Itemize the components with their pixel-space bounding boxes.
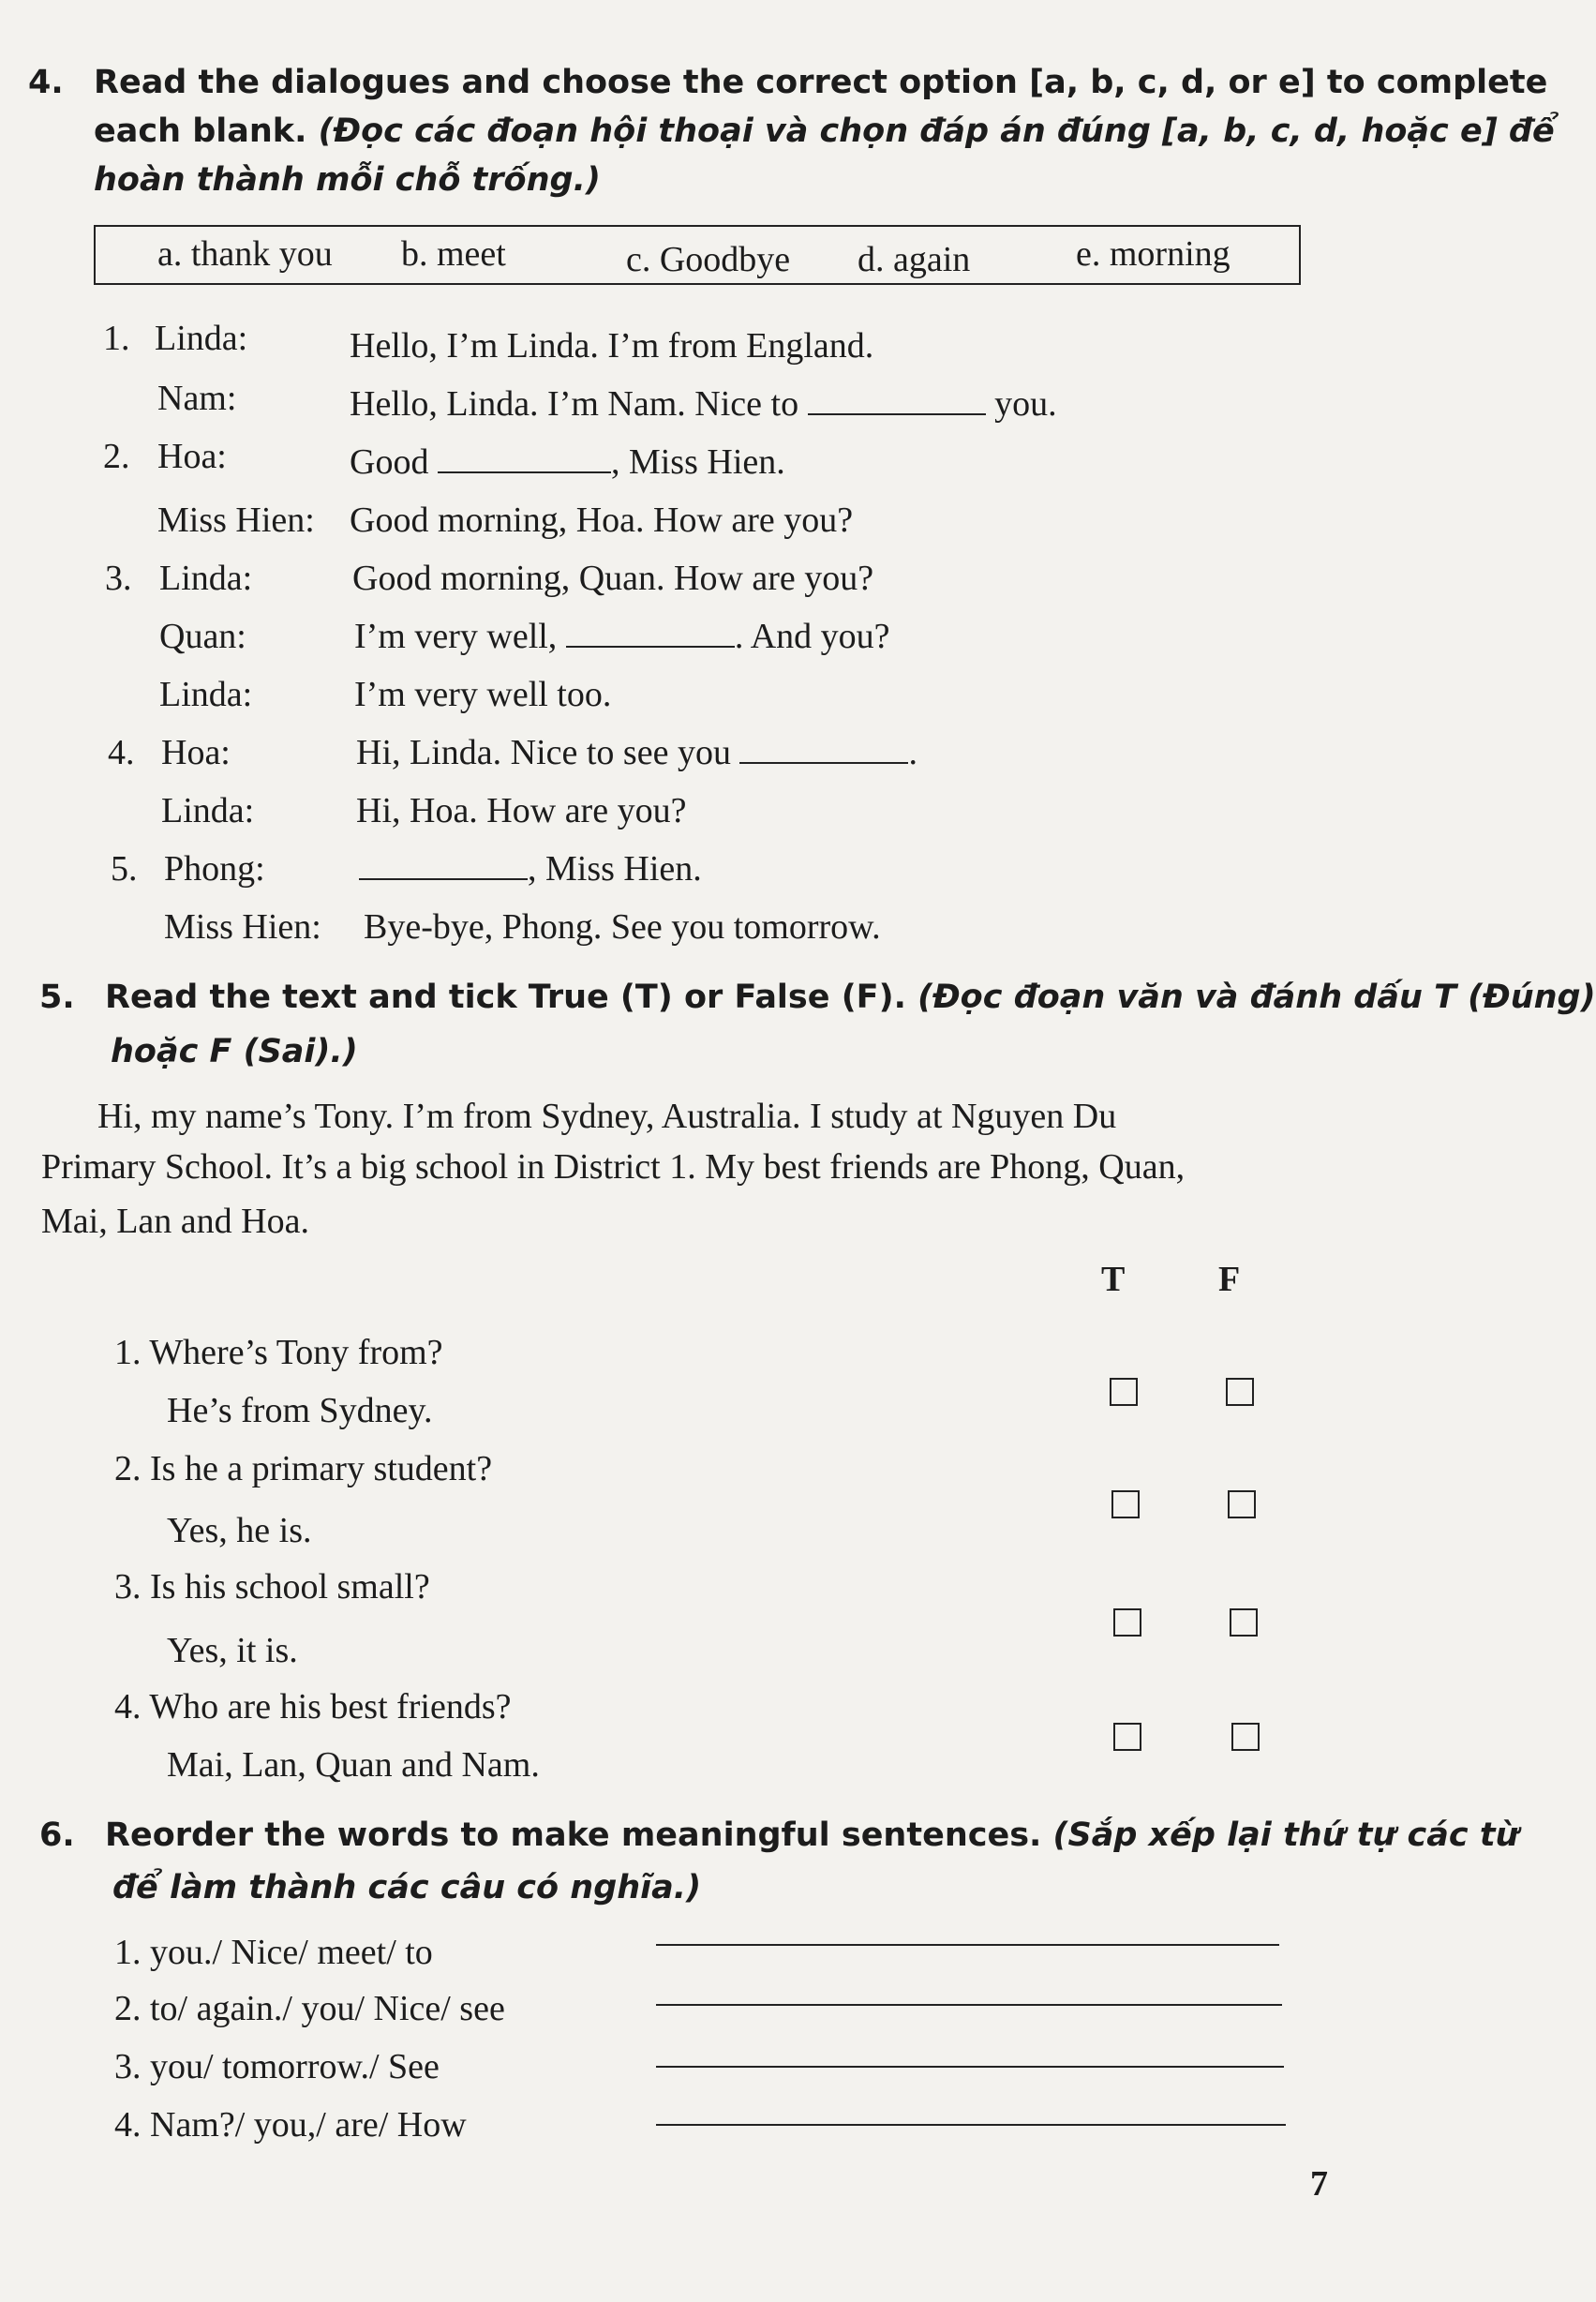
ex5-number: 5.	[39, 979, 75, 1016]
tf-3-true-checkbox[interactable]	[1113, 1608, 1141, 1637]
tf-2-true-checkbox[interactable]	[1111, 1490, 1140, 1518]
answer-line-4[interactable]	[656, 2124, 1286, 2126]
ex6-number: 6.	[39, 1816, 75, 1854]
dialogue-2-number: 2.	[103, 437, 130, 476]
dialogue-2-line-2: Good morning, Hoa. How are you?	[350, 501, 854, 540]
option-d: d. again	[858, 240, 971, 279]
dialogue-3-speaker-1: Linda:	[159, 559, 253, 598]
dialogue-5-line-2: Bye-bye, Phong. See you tomorrow.	[364, 907, 881, 947]
answer-blank-5[interactable]	[359, 848, 528, 880]
ex4-instruction: (Đọc các đoạn hội thoại và chọn đáp án đúng [a, b, c, d, hoặc e] để	[318, 112, 1555, 150]
dialogue-5-line-1: , Miss Hien.	[359, 844, 702, 894]
answer-blank-4[interactable]	[739, 732, 908, 764]
ex4-title-cont: each blank.	[94, 112, 307, 150]
dialogue-5-number: 5.	[111, 849, 138, 889]
answer-blank-1[interactable]	[808, 383, 986, 415]
tf-question-4: 4. Who are his best friends?	[114, 1687, 512, 1726]
reorder-item-1: 1. you./ Nice/ meet/ to	[114, 1933, 433, 1972]
reorder-item-4: 4. Nam?/ you,/ are/ How	[114, 2105, 467, 2145]
dialogue-5-speaker-2: Miss Hien:	[164, 907, 321, 947]
dialogue-1-line-2: Hello, Linda. I’m Nam. Nice to you.	[350, 384, 1057, 424]
ex4-heading-line3	[94, 156, 601, 204]
answer-blank-3[interactable]	[566, 616, 735, 648]
dialogue-2-speaker-2: Miss Hien:	[157, 501, 315, 540]
dialogue-1-speaker-1: Linda:	[155, 319, 248, 358]
dialogue-2-speaker-1: Hoa:	[157, 437, 227, 476]
dialogue-3-speaker-3: Linda:	[159, 675, 253, 714]
tf-3-false-checkbox[interactable]	[1230, 1608, 1258, 1637]
ex4-heading	[28, 58, 1547, 107]
dialogue-4-speaker-2: Linda:	[161, 791, 255, 830]
ex4-title: Read the dialogues and choose the correct option [a, b, c, d, or e] to complete	[94, 64, 1548, 101]
reorder-item-2: 2. to/ again./ you/ Nice/ see	[114, 1989, 505, 2028]
answer-blank-2[interactable]	[438, 441, 611, 473]
ex5-heading	[39, 973, 1596, 1022]
tf-1-true-checkbox[interactable]	[1110, 1378, 1138, 1406]
dialogue-3-line-1: Good morning, Quan. How are you?	[352, 559, 874, 598]
dialogue-2-line-1: Good , Miss Hien.	[350, 442, 785, 482]
answer-line-1[interactable]	[656, 1944, 1279, 1946]
tf-answer-4: Mai, Lan, Quan and Nam.	[167, 1745, 540, 1785]
tf-question-1: 1. Where’s Tony from?	[114, 1333, 443, 1372]
tf-4-false-checkbox[interactable]	[1231, 1723, 1260, 1751]
ex6-instruction-cont: để làm thành các câu có nghĩa.)	[112, 1869, 702, 1906]
dialogue-1-speaker-2: Nam:	[157, 379, 237, 418]
tf-answer-1: He’s from Sydney.	[167, 1391, 433, 1430]
option-a: a. thank you	[157, 234, 333, 274]
ex5-heading-line2	[111, 1027, 358, 1076]
tf-answer-2: Yes, he is.	[167, 1511, 312, 1550]
reading-paragraph-line-3: Mai, Lan and Hoa.	[41, 1202, 309, 1241]
tf-question-3: 3. Is his school small?	[114, 1567, 430, 1607]
false-column-header: F	[1218, 1260, 1241, 1299]
reading-paragraph-line-1: Hi, my name’s Tony. I’m from Sydney, Australia. I study at Nguyen Du	[97, 1097, 1117, 1136]
dialogue-3-number: 3.	[105, 559, 132, 598]
ex6-title: Reorder the words to make meaningful sentences.	[105, 1816, 1042, 1854]
page-number: 7	[1310, 2164, 1328, 2204]
ex6-heading-line2	[112, 1863, 701, 1912]
ex6-heading	[39, 1811, 1519, 1860]
dialogue-4-line-2: Hi, Hoa. How are you?	[356, 791, 687, 830]
tf-4-true-checkbox[interactable]	[1113, 1723, 1141, 1751]
ex6-instruction: (Sắp xếp lại thứ tự các từ	[1052, 1816, 1519, 1854]
option-c: c. Goodbye	[626, 240, 791, 279]
reorder-item-3: 3. you/ tomorrow./ See	[114, 2047, 440, 2086]
tf-answer-3: Yes, it is.	[167, 1631, 298, 1670]
dialogue-3-line-3: I’m very well too.	[354, 675, 612, 714]
option-b: b. meet	[401, 234, 506, 274]
dialogue-1-number: 1.	[103, 319, 130, 358]
tf-question-2: 2. Is he a primary student?	[114, 1449, 493, 1488]
tf-1-false-checkbox[interactable]	[1226, 1378, 1254, 1406]
dialogue-4-line-1: Hi, Linda. Nice to see you .	[356, 733, 917, 772]
dialogue-4-number: 4.	[108, 733, 135, 772]
reading-paragraph-line-2: Primary School. It’s a big school in District 1. My best friends are Phong, Quan,	[41, 1147, 1186, 1187]
ex5-title: Read the text and tick True (T) or False (F).	[105, 979, 906, 1016]
option-e: e. morning	[1076, 234, 1231, 274]
ex5-instruction-cont: hoặc F (Sai).)	[111, 1033, 358, 1070]
answer-line-2[interactable]	[656, 2004, 1282, 2006]
dialogue-1-line-1: Hello, I’m Linda. I’m from England.	[350, 326, 874, 366]
answer-line-3[interactable]	[656, 2066, 1284, 2068]
ex5-instruction: (Đọc đoạn văn và đánh dấu T (Đúng)	[917, 979, 1596, 1016]
dialogue-3-line-2: I’m very well, . And you?	[354, 617, 890, 656]
true-column-header: T	[1101, 1260, 1126, 1299]
dialogue-4-speaker-1: Hoa:	[161, 733, 231, 772]
tf-2-false-checkbox[interactable]	[1228, 1490, 1256, 1518]
ex4-instruction-cont: hoàn thành mỗi chỗ trống.)	[94, 161, 601, 199]
dialogue-3-speaker-2: Quan:	[159, 617, 246, 656]
ex4-heading-line2	[94, 107, 1555, 156]
dialogue-5-speaker-1: Phong:	[164, 849, 265, 889]
ex4-number: 4.	[28, 64, 64, 101]
